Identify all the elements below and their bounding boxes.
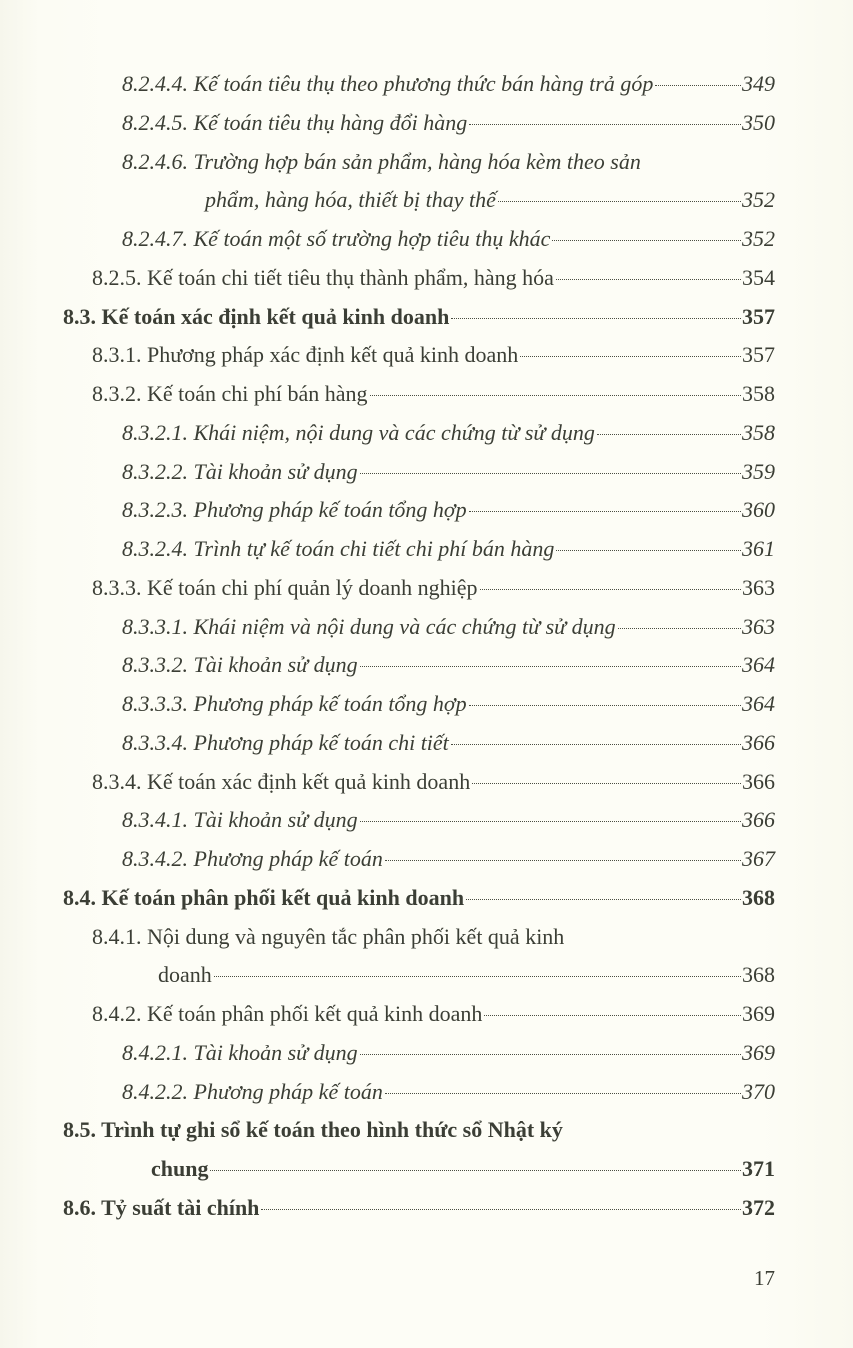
- toc-entry: [63, 143, 775, 182]
- toc-entry: [63, 569, 775, 608]
- toc-entry-title: 8.4.2. Kế toán phân phối kết quả kinh doanh: [92, 1001, 483, 1026]
- toc-entry: [63, 1189, 775, 1228]
- dot-leader: [552, 240, 741, 241]
- toc-entry-page: 354: [742, 264, 775, 290]
- toc-entry-page: 366: [742, 729, 775, 755]
- toc-entry-title: 8.3.4.1. Tài khoản sử dụng: [122, 807, 358, 833]
- toc-entry: [63, 220, 775, 259]
- dot-leader: [451, 318, 741, 319]
- toc-entry-title: 8.4.2.1. Tài khoản sử dụng: [122, 1039, 358, 1065]
- toc-entry-page: 370: [742, 1078, 775, 1104]
- toc-entry: [63, 1034, 775, 1073]
- toc-entry: [63, 918, 775, 957]
- toc-entry-title: 8.2.4.6. Trường hợp bán sản phẩm, hàng hóa kèm theo sản: [122, 148, 641, 174]
- toc-entry-title: 8.3.4.2. Phương pháp kế toán: [122, 846, 383, 871]
- dot-leader: [214, 976, 741, 977]
- dot-leader: [360, 1054, 741, 1055]
- toc-entry-title: 8.3.2.3. Phương pháp kế toán tổng hợp: [122, 497, 467, 523]
- toc-entry-page: 372: [742, 1194, 775, 1220]
- toc-entry-title: 8.3.3.1. Khái niệm và nội dung và các chứng từ sử dụng: [122, 613, 616, 639]
- toc-entry-title: 8.2.5. Kế toán chi tiết tiêu thụ thành phẩm, hàng hóa: [92, 264, 554, 290]
- toc-entry-page: 352: [742, 226, 775, 251]
- toc-entry-page: 368: [742, 962, 775, 988]
- toc-entry: [63, 1150, 775, 1189]
- dot-leader: [472, 783, 741, 784]
- toc-entry: [63, 840, 775, 879]
- toc-entry-page: 368: [742, 884, 775, 910]
- toc-entry-page: 357: [742, 303, 775, 329]
- toc-entry: [63, 724, 775, 763]
- dot-leader: [466, 899, 741, 900]
- dot-leader: [469, 511, 741, 512]
- toc-entry-title: chung: [151, 1156, 209, 1181]
- toc-entry-title: 8.6. Tỷ suất tài chính: [63, 1194, 260, 1220]
- dot-leader: [520, 356, 741, 357]
- toc-entry-title: 8.3.2.4. Trình tự kế toán chi tiết chi phí bán hàng: [122, 536, 555, 561]
- toc-entry: [63, 801, 775, 840]
- toc-entry-title: phẩm, hàng hóa, thiết bị thay thế: [205, 187, 496, 213]
- toc-entry-title: 8.3.2. Kế toán chi phí bán hàng: [92, 381, 368, 406]
- toc-entry-page: 371: [742, 1156, 775, 1181]
- dot-leader: [261, 1209, 741, 1210]
- toc-entry-title: 8.4.2.2. Phương pháp kế toán: [122, 1078, 383, 1104]
- dot-leader: [451, 744, 741, 745]
- page-number: 17: [754, 1266, 775, 1290]
- toc-entry: [63, 1073, 775, 1112]
- dot-leader: [360, 821, 741, 822]
- toc-entry-page: 369: [742, 1039, 775, 1065]
- dot-leader: [210, 1170, 741, 1171]
- toc-entry-title: 8.3.3.2. Tài khoản sử dụng: [122, 652, 358, 678]
- dot-leader: [360, 666, 741, 667]
- toc-entry-page: 358: [742, 381, 775, 406]
- toc-entry-page: 352: [742, 187, 775, 213]
- toc-entry-page: 361: [742, 536, 775, 561]
- toc-entry: [63, 298, 775, 337]
- dot-leader: [484, 1015, 741, 1016]
- toc-entry: [63, 608, 775, 647]
- toc-entry-title: 8.2.4.4. Kế toán tiêu thụ theo phương thức bán hàng trả góp: [122, 71, 654, 96]
- toc-entry-title: 8.3.3.4. Phương pháp kế toán chi tiết: [122, 729, 449, 755]
- toc-entry: [63, 1111, 775, 1150]
- dot-leader: [385, 1093, 741, 1094]
- dot-leader: [498, 201, 741, 202]
- toc-entry-page: 367: [742, 846, 775, 871]
- toc-entry-page: 369: [742, 1001, 775, 1026]
- dot-leader: [469, 124, 741, 125]
- toc-entry-page: 358: [742, 419, 775, 445]
- toc-entry-title: doanh: [158, 962, 212, 988]
- toc-entry-title: 8.4. Kế toán phân phối kết quả kinh doanh: [63, 884, 465, 910]
- toc-entry: [63, 646, 775, 685]
- dot-leader: [360, 473, 741, 474]
- dot-leader: [370, 395, 741, 396]
- toc-entry-title: 8.3.4. Kế toán xác định kết quả kinh doanh: [92, 768, 471, 794]
- toc-entry: [63, 453, 775, 492]
- toc-entry-page: 363: [742, 574, 775, 600]
- toc-entry-page: 357: [742, 342, 775, 368]
- dot-leader: [655, 85, 741, 86]
- toc-entry: [63, 259, 775, 298]
- dot-leader: [469, 705, 741, 706]
- dot-leader: [480, 589, 741, 590]
- toc-entry: [63, 414, 775, 453]
- toc-entry: [63, 879, 775, 918]
- dot-leader: [597, 434, 741, 435]
- toc-entry-page: 350: [742, 109, 775, 135]
- toc-entry-page: 366: [742, 807, 775, 833]
- toc-entry: [63, 491, 775, 530]
- toc-entry-title: 8.2.4.7. Kế toán một số trường hợp tiêu thụ khác: [122, 226, 551, 251]
- toc-entry-title: 8.5. Trình tự ghi sổ kế toán theo hình thức sổ Nhật ký: [63, 1117, 563, 1143]
- toc-entry-title: 8.3. Kế toán xác định kết quả kinh doanh: [63, 303, 450, 329]
- toc-entry-title: 8.3.1. Phương pháp xác định kết quả kinh doanh: [92, 342, 519, 368]
- table-of-contents: [63, 65, 775, 1228]
- toc-entry-title: 8.3.2.1. Khái niệm, nội dung và các chứng từ sử dụng: [122, 419, 595, 445]
- toc-entry: [63, 763, 775, 802]
- dot-leader: [385, 860, 741, 861]
- toc-entry-title: 8.3.3. Kế toán chi phí quản lý doanh nghiệp: [92, 574, 478, 600]
- dot-leader: [618, 628, 741, 629]
- toc-entry: [63, 375, 775, 414]
- toc-entry-title: 8.3.2.2. Tài khoản sử dụng: [122, 458, 358, 484]
- dot-leader: [556, 550, 741, 551]
- toc-entry-page: 359: [742, 458, 775, 484]
- toc-entry-page: 349: [742, 71, 775, 96]
- toc-entry-title: 8.2.4.5. Kế toán tiêu thụ hàng đổi hàng: [122, 109, 468, 135]
- toc-entry: [63, 685, 775, 724]
- toc-entry-page: 363: [742, 613, 775, 639]
- toc-entry: [63, 530, 775, 569]
- dot-leader: [556, 279, 741, 280]
- toc-entry-page: 366: [742, 768, 775, 794]
- toc-entry-page: 360: [742, 497, 775, 523]
- toc-entry: [63, 104, 775, 143]
- toc-entry-page: 364: [742, 691, 775, 716]
- toc-entry: [63, 181, 775, 220]
- toc-entry: [63, 995, 775, 1034]
- toc-entry-title: 8.4.1. Nội dung và nguyên tắc phân phối kết quả kinh: [92, 923, 565, 949]
- toc-entry-title: 8.3.3.3. Phương pháp kế toán tổng hợp: [122, 691, 467, 716]
- toc-entry-page: 364: [742, 652, 775, 678]
- toc-entry: [63, 336, 775, 375]
- toc-entry: [63, 65, 775, 104]
- toc-entry: [63, 956, 775, 995]
